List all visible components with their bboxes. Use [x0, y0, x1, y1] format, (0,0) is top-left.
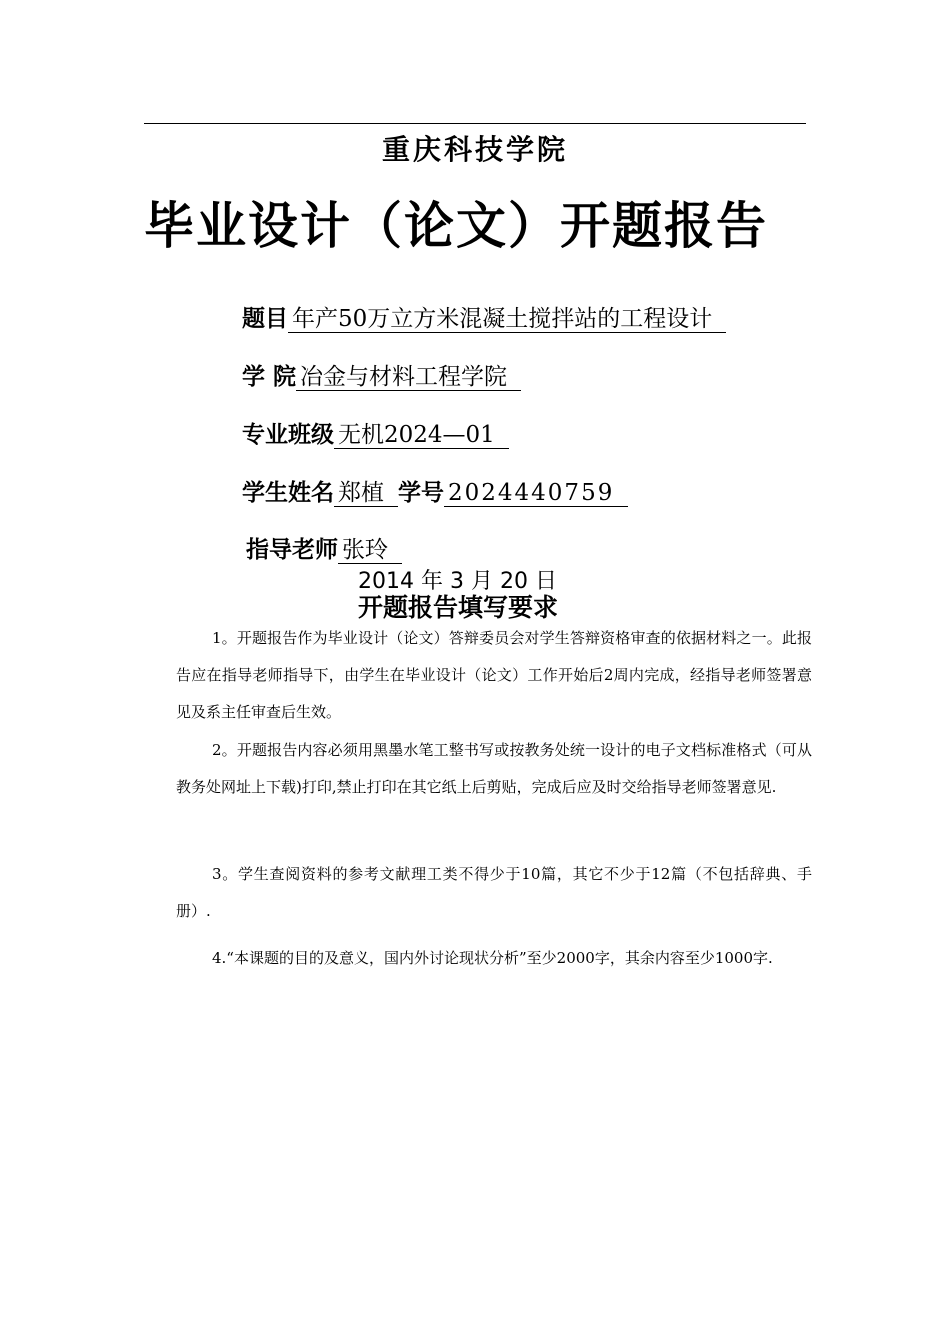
- name-value: 郑植: [334, 480, 398, 507]
- topic-label: 题目: [242, 306, 288, 332]
- college-label: 学 院: [242, 364, 297, 390]
- college-value: 冶金与材料工程学院: [296, 364, 521, 391]
- class-label: 专业班级: [242, 422, 334, 448]
- requirement-2: 2。开题报告内容必须用黑墨水笔工整书写或按教务处统一设计的电子文档标准格式（可从教务处网址上下载)打印,禁止打印在其它纸上后剪贴，完成后应及时交给指导老师签署意见.: [176, 741, 812, 796]
- report-date: 2014 年 3 月 20 日: [358, 569, 557, 594]
- field-class: [242, 416, 509, 449]
- header-rule: [144, 123, 806, 124]
- id-label: 学号: [398, 480, 444, 506]
- id-value: 2024440759: [444, 480, 628, 507]
- school-name: 重庆科技学院: [381, 133, 568, 166]
- requirement-3: 3。学生查阅资料的参考文献理工类不得少于10篇，其它不少于12篇（不包括辞典、手册）.: [176, 865, 812, 920]
- requirement-1: 1。开题报告作为毕业设计（论文）答辩委员会对学生答辩资格审查的依据材料之一。此报告应在指导老师指导下，由学生在毕业设计（论文）工作开始后2周内完成，经指导老师签署意见及系主任审查后生效。: [176, 629, 812, 721]
- name-label: 学生姓名: [242, 480, 334, 506]
- class-value: 无机2024—01: [334, 422, 509, 449]
- document-title: 毕业设计（论文）开题报告: [144, 197, 768, 255]
- advisor-value: 张玲: [338, 537, 402, 564]
- topic-value: 年产50万立方米混凝土搅拌站的工程设计: [288, 306, 726, 333]
- field-advisor: [246, 531, 402, 564]
- field-student: [242, 474, 628, 507]
- requirements-title: 开题报告填写要求: [358, 593, 559, 622]
- requirement-4: 4.“本课题的目的及意义，国内外讨论现状分析”至少2000字，其余内容至少1000字.: [212, 949, 773, 967]
- field-topic: [242, 300, 726, 333]
- field-college: [242, 358, 521, 391]
- advisor-label: 指导老师: [246, 537, 338, 563]
